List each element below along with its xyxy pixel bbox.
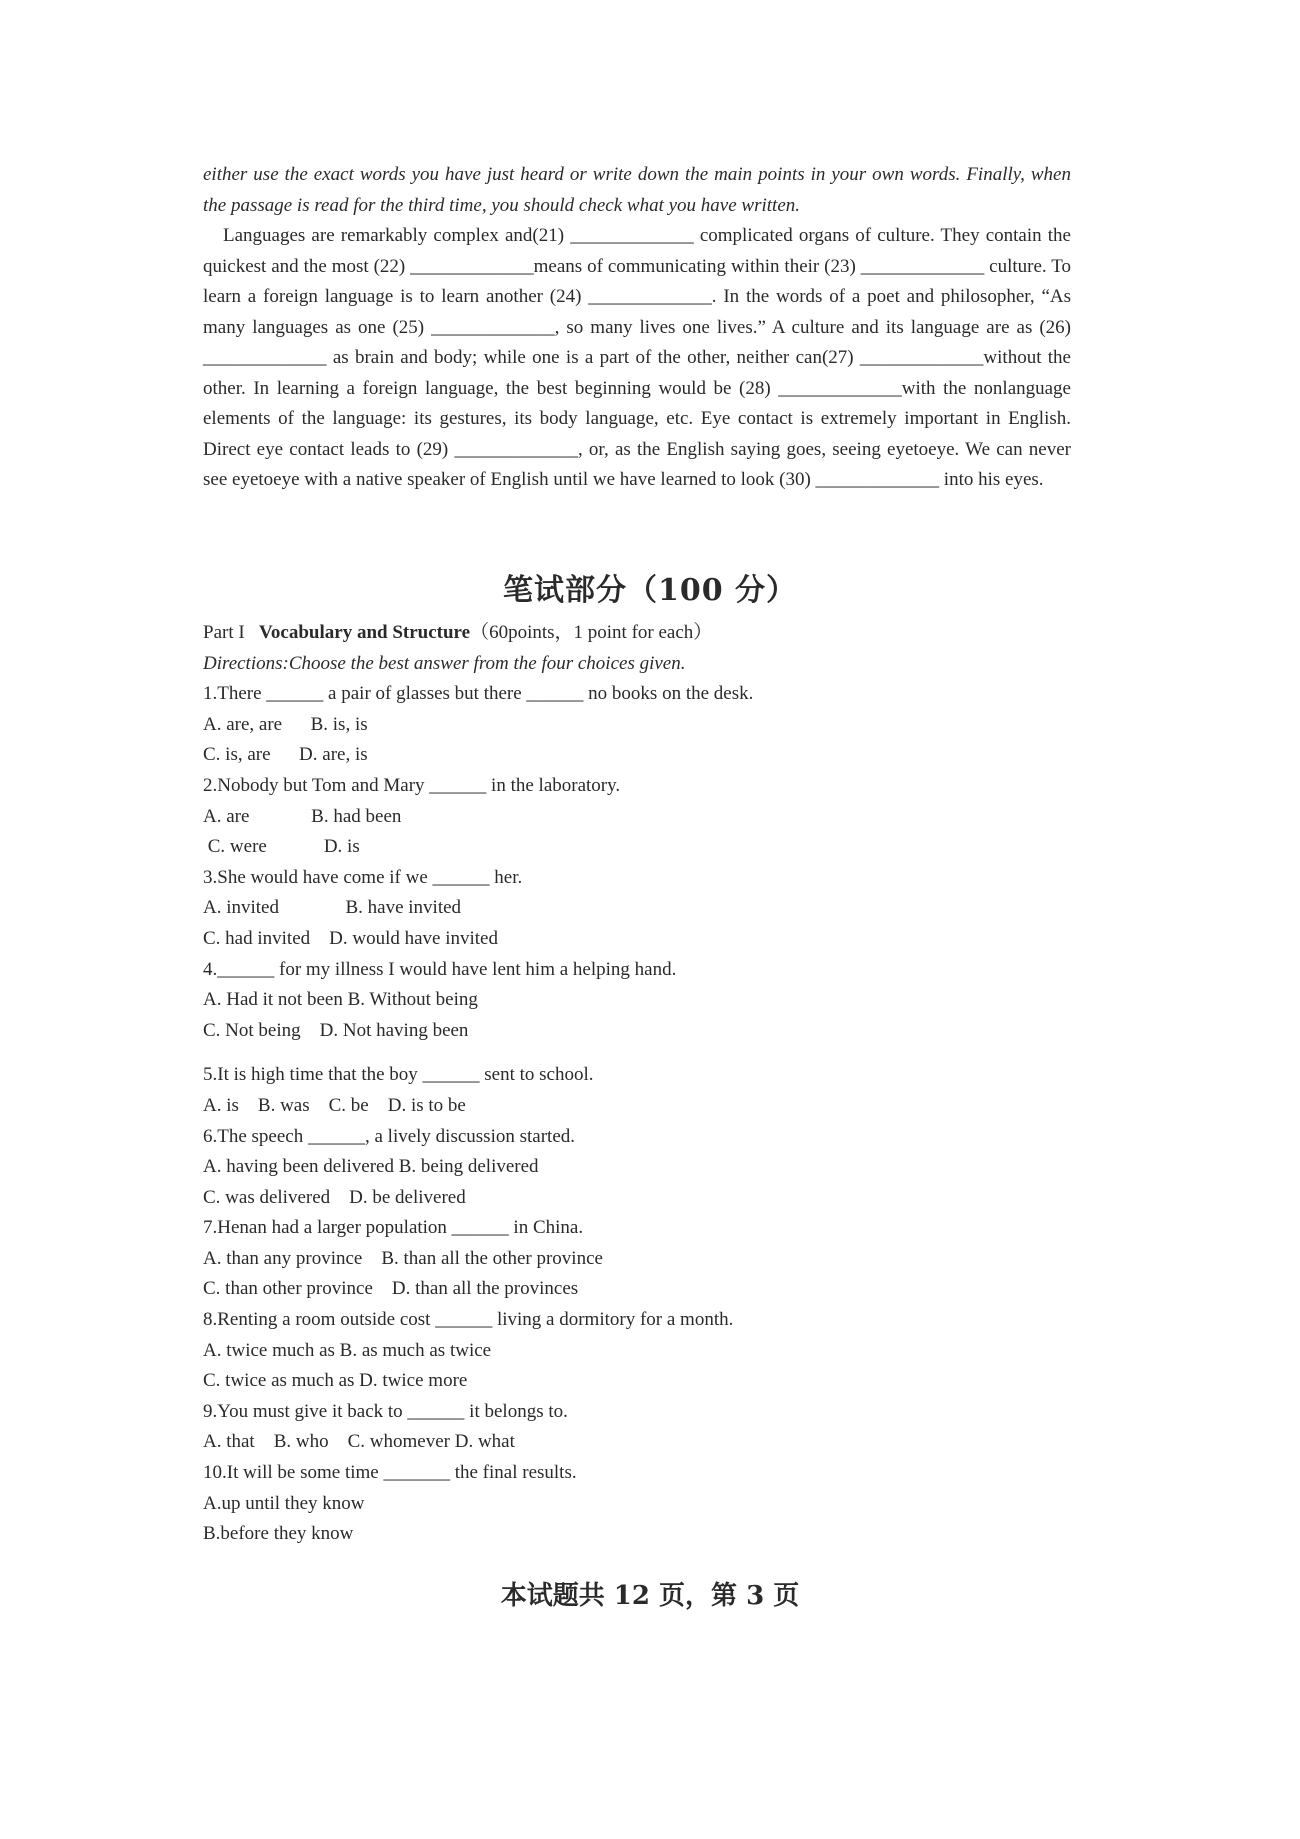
- question-line: A. Had it not been B. Without being: [203, 989, 478, 1011]
- page-footer: 本试题共 12 页，第 3 页: [500, 1581, 800, 1611]
- listening-section: [203, 160, 1071, 496]
- question-line: A. that B. who C. whomever D. what: [203, 1431, 515, 1453]
- question-line: C. was delivered D. be delivered: [203, 1186, 466, 1208]
- question-line: 6.The speech ______, a lively discussion started.: [203, 1125, 576, 1147]
- question-line: C. than other province D. than all the provinces: [203, 1278, 579, 1300]
- question-line: A. having been delivered B. being delivered: [203, 1156, 539, 1178]
- question-line: 7.Henan had a larger population ______ in China.: [203, 1217, 584, 1239]
- part-points: （60points，1 point for each）: [470, 622, 713, 643]
- question-line: A. are B. had been: [203, 805, 402, 827]
- question-line: 5.It is high time that the boy ______ sent to school.: [203, 1064, 594, 1086]
- part-label: Part I: [203, 622, 245, 643]
- question-line: C. had invited D. would have invited: [203, 927, 498, 949]
- question-line: C. Not being D. Not having been: [203, 1019, 469, 1041]
- question-line: 2.Nobody but Tom and Mary ______ in the laboratory.: [203, 774, 621, 796]
- question-line: C. were D. is: [203, 836, 360, 858]
- question-line: C. twice as much as D. twice more: [203, 1370, 468, 1392]
- question-line: 8.Renting a room outside cost ______ living a dormitory for a month.: [203, 1309, 734, 1331]
- part-heading: [203, 618, 1071, 649]
- question-line: A. invited B. have invited: [203, 897, 462, 919]
- part-name: Vocabulary and Structure: [258, 622, 471, 643]
- listening-instructions: either use the exact words you have just heard or write down the main points in your own words. Finally, when the passage is read for the third time, you should check what you have written.: [203, 164, 1071, 216]
- question-line: A. is B. was C. be D. is to be: [203, 1094, 466, 1116]
- part-one: [203, 618, 1071, 1550]
- spacer: [203, 1046, 1071, 1060]
- question-line: A.up until they know: [203, 1492, 365, 1514]
- dictation-passage: Languages are remarkably complex and(21) _____________ complicated organs of culture. They contain the quickest and the most (22) _____________means of communicating within their (23) _____________ culture. To learn a foreign language is to learn another (24) _____________. In the words of a poet and philosopher, “As many languages as one (25) _____________, so many lives one lives.” A culture and its language are as (26) _____________ as brain and body; while one is a part of the other, neither can(27) _____________without the other. In learning a foreign language, the best beginning would be (28) _____________with the nonlanguage elements of the language: its gestures, its body language, etc. Eye contact is extremely important in English. Direct eye contact leads to (29) _____________, or, as the English saying goes, seeing eyetoeye. We can never see eyetoeye with a native speaker of English until we have learned to look (30) _____________ into his eyes.: [203, 225, 1071, 490]
- question-line: 10.It will be some time _______ the final results.: [203, 1462, 577, 1484]
- question-line: 9.You must give it back to ______ it belongs to.: [203, 1400, 568, 1422]
- question-line: A. twice much as B. as much as twice: [203, 1339, 492, 1361]
- question-line: 3.She would have come if we ______ her.: [203, 866, 523, 888]
- question-line: 1.There ______ a pair of glasses but there ______ no books on the desk.: [203, 683, 754, 705]
- question-line: C. is, are D. are, is: [203, 744, 368, 766]
- question-line: A. than any province B. than all the other province: [203, 1247, 603, 1269]
- question-line: A. are, are B. is, is: [203, 713, 368, 735]
- written-section-title: 笔试部分（100 分）: [502, 573, 798, 608]
- part-directions: Directions:Choose the best answer from the four choices given.: [203, 652, 686, 674]
- question-line: 4.______ for my illness I would have lent him a helping hand.: [203, 958, 677, 980]
- question-line: B.before they know: [203, 1523, 354, 1545]
